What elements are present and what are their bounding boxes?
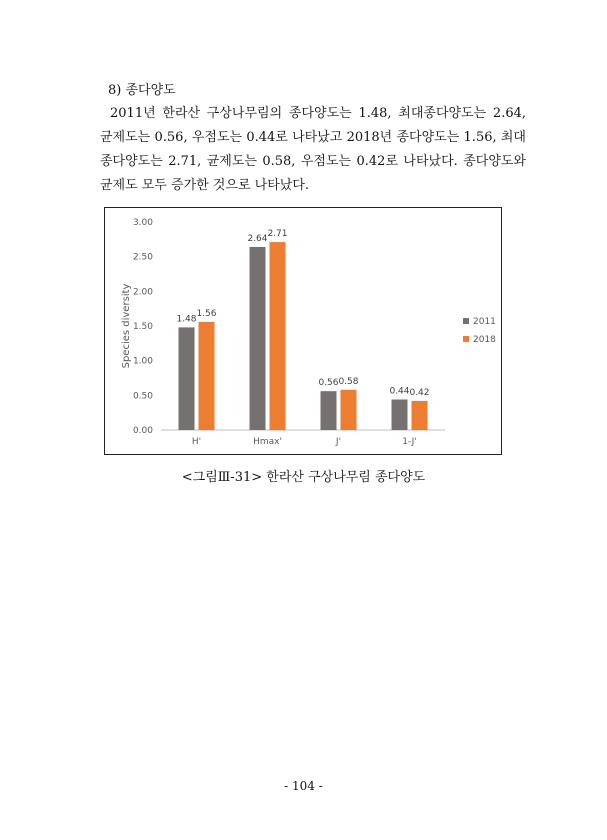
- section-heading: 8) 종다양도: [108, 83, 176, 98]
- y-tick-label: 1.00: [132, 356, 153, 367]
- bar-2011: [321, 391, 337, 430]
- y-tick-label: 0.00: [132, 426, 153, 436]
- data-label: 0.58: [338, 376, 359, 387]
- data-label: 1.56: [196, 308, 217, 319]
- x-tick-label: H': [191, 437, 202, 447]
- bar-2011: [179, 327, 195, 430]
- x-tick-label: J': [335, 437, 342, 447]
- bar-2018: [412, 401, 428, 430]
- y-tick-label: 0.50: [132, 391, 153, 402]
- y-axis-label: Species diversity: [121, 283, 132, 369]
- data-label: 0.44: [389, 386, 410, 397]
- bar-2018: [341, 390, 357, 430]
- bar-2018: [270, 242, 286, 430]
- y-tick-label: 1.50: [132, 322, 153, 332]
- bar-2018: [199, 322, 215, 430]
- data-label: 1.48: [176, 314, 197, 325]
- diversity-bar-chart: [105, 208, 503, 456]
- page-number: - 104 -: [284, 779, 323, 793]
- body-paragraph: 2011년 한라산 구상나무림의 종다양도는 1.48, 최대종다양도는 2.64, 균제도는 0.56, 우점도는 0.44로 나타났고 2018년 종다양도는 1.56, 최대종다양도는 2.71, 균제도는 0.58, 우점도는 0.42로 나타났다. 종다양도와 균제도 모두 증가한 것으로 나타났다.: [100, 106, 526, 193]
- x-tick-label: Hmax': [253, 437, 282, 447]
- data-label: 0.56: [318, 378, 339, 389]
- x-tick-label: 1-J': [402, 437, 417, 447]
- figure-caption: <그림Ⅲ-31> 한라산 구상나무림 종다양도: [181, 470, 426, 485]
- y-tick-label: 2.50: [132, 252, 153, 263]
- chart-frame: [104, 207, 502, 455]
- legend-swatch: [463, 336, 469, 342]
- y-tick-label: 2.00: [132, 287, 153, 298]
- bar-2011: [392, 399, 408, 430]
- data-label: 2.64: [247, 233, 268, 244]
- legend-label: 2018: [473, 335, 496, 345]
- bar-2011: [250, 247, 266, 430]
- legend-swatch: [463, 318, 469, 324]
- data-label: 2.71: [267, 229, 288, 240]
- y-tick-label: 3.00: [132, 218, 153, 228]
- data-label: 0.42: [409, 387, 430, 398]
- legend-label: 2011: [473, 317, 496, 327]
